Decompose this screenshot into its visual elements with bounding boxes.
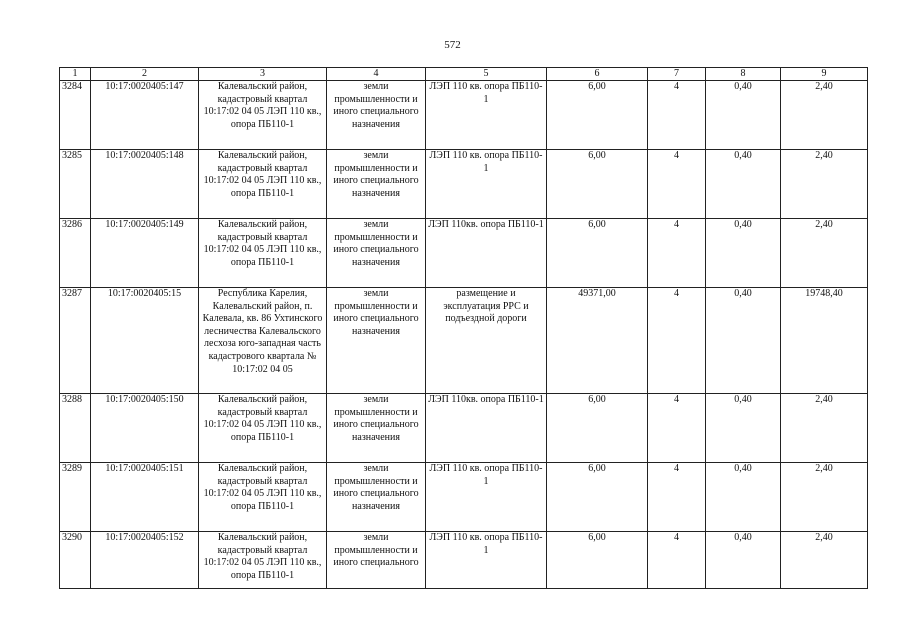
rate-cell: 4 — [648, 532, 706, 589]
column-index: 9 — [781, 68, 868, 81]
column-index: 3 — [199, 68, 327, 81]
permitted-use-cell: ЛЭП 110кв. опора ПБ110-1 — [426, 219, 547, 288]
location-cell: Калевальский район, кадастровый квартал 10:17:02 04 05 ЛЭП 110 кв., опора ПБ110-1 — [199, 463, 327, 532]
cost-cell: 2,40 — [781, 81, 868, 150]
location-cell: Калевальский район, кадастровый квартал 10:17:02 04 05 ЛЭП 110 кв., опора ПБ110-1 — [199, 219, 327, 288]
area-cell: 6,00 — [547, 463, 648, 532]
table-row — [60, 394, 868, 463]
land-category-cell: земли промышленности и иного специального назначения — [327, 150, 426, 219]
rate-cell: 4 — [648, 288, 706, 394]
cadastral-number: 10:17:0020405:150 — [91, 394, 199, 463]
row-number: 3285 — [60, 150, 91, 219]
cadastral-number: 10:17:0020405:15 — [91, 288, 199, 394]
area-cell: 6,00 — [547, 219, 648, 288]
table-row — [60, 463, 868, 532]
row-number: 3288 — [60, 394, 91, 463]
rate-cell: 4 — [648, 463, 706, 532]
cost-cell: 19748,40 — [781, 288, 868, 394]
permitted-use-cell: ЛЭП 110 кв. опора ПБ110-1 — [426, 81, 547, 150]
rate-cell: 4 — [648, 150, 706, 219]
land-category-cell: земли промышленности и иного специального назначения — [327, 288, 426, 394]
column-index: 4 — [327, 68, 426, 81]
cadastral-number: 10:17:0020405:152 — [91, 532, 199, 589]
column-index: 7 — [648, 68, 706, 81]
area-cell: 49371,00 — [547, 288, 648, 394]
column-index: 8 — [706, 68, 781, 81]
location-cell: Калевальский район, кадастровый квартал 10:17:02 04 05 ЛЭП 110 кв., опора ПБ110-1 — [199, 394, 327, 463]
land-category-cell: земли промышленности и иного специального назначения — [327, 81, 426, 150]
cadastral-number: 10:17:0020405:147 — [91, 81, 199, 150]
cost-cell: 2,40 — [781, 150, 868, 219]
area-cell: 6,00 — [547, 394, 648, 463]
permitted-use-cell: размещение и эксплуатация РРС и подъездной дороги — [426, 288, 547, 394]
rate-cell: 4 — [648, 219, 706, 288]
land-registry-table — [59, 67, 868, 589]
page-number: 572 — [444, 39, 461, 51]
cost-cell: 2,40 — [781, 532, 868, 589]
column-index: 5 — [426, 68, 547, 81]
coefficient-cell: 0,40 — [706, 81, 781, 150]
coefficient-cell: 0,40 — [706, 150, 781, 219]
area-cell: 6,00 — [547, 532, 648, 589]
cost-cell: 2,40 — [781, 394, 868, 463]
permitted-use-cell: ЛЭП 110 кв. опора ПБ110-1 — [426, 532, 547, 589]
table-row — [60, 81, 868, 150]
coefficient-cell: 0,40 — [706, 288, 781, 394]
location-cell: Республика Карелия, Калевальский район, п. Калевала, кв. 86 Ухтинского лесничества Калевальского лесхоза юго-западная часть кадастрового квартала № 10:17:02 04 05 — [199, 288, 327, 394]
location-cell: Калевальский район, кадастровый квартал 10:17:02 04 05 ЛЭП 110 кв., опора ПБ110-1 — [199, 81, 327, 150]
table-row — [60, 219, 868, 288]
row-number: 3290 — [60, 532, 91, 589]
cadastral-number: 10:17:0020405:149 — [91, 219, 199, 288]
column-index: 6 — [547, 68, 648, 81]
row-number: 3289 — [60, 463, 91, 532]
table-row — [60, 288, 868, 394]
area-cell: 6,00 — [547, 81, 648, 150]
land-category-cell: земли промышленности и иного специального назначения — [327, 219, 426, 288]
land-category-cell: земли промышленности и иного специального — [327, 532, 426, 589]
cadastral-number: 10:17:0020405:148 — [91, 150, 199, 219]
area-cell: 6,00 — [547, 150, 648, 219]
column-index: 1 — [60, 68, 91, 81]
column-index-row — [60, 68, 868, 81]
coefficient-cell: 0,40 — [706, 532, 781, 589]
land-category-cell: земли промышленности и иного специального назначения — [327, 463, 426, 532]
row-number: 3287 — [60, 288, 91, 394]
permitted-use-cell: ЛЭП 110 кв. опора ПБ110-1 — [426, 150, 547, 219]
column-index: 2 — [91, 68, 199, 81]
coefficient-cell: 0,40 — [706, 394, 781, 463]
coefficient-cell: 0,40 — [706, 219, 781, 288]
table-row — [60, 150, 868, 219]
cadastral-number: 10:17:0020405:151 — [91, 463, 199, 532]
permitted-use-cell: ЛЭП 110 кв. опора ПБ110-1 — [426, 463, 547, 532]
rate-cell: 4 — [648, 81, 706, 150]
rate-cell: 4 — [648, 394, 706, 463]
coefficient-cell: 0,40 — [706, 463, 781, 532]
row-number: 3284 — [60, 81, 91, 150]
row-number: 3286 — [60, 219, 91, 288]
permitted-use-cell: ЛЭП 110кв. опора ПБ110-1 — [426, 394, 547, 463]
table-row — [60, 532, 868, 589]
land-category-cell: земли промышленности и иного специального назначения — [327, 394, 426, 463]
cost-cell: 2,40 — [781, 219, 868, 288]
location-cell: Калевальский район, кадастровый квартал 10:17:02 04 05 ЛЭП 110 кв., опора ПБ110-1 — [199, 532, 327, 589]
location-cell: Калевальский район, кадастровый квартал 10:17:02 04 05 ЛЭП 110 кв., опора ПБ110-1 — [199, 150, 327, 219]
cost-cell: 2,40 — [781, 463, 868, 532]
